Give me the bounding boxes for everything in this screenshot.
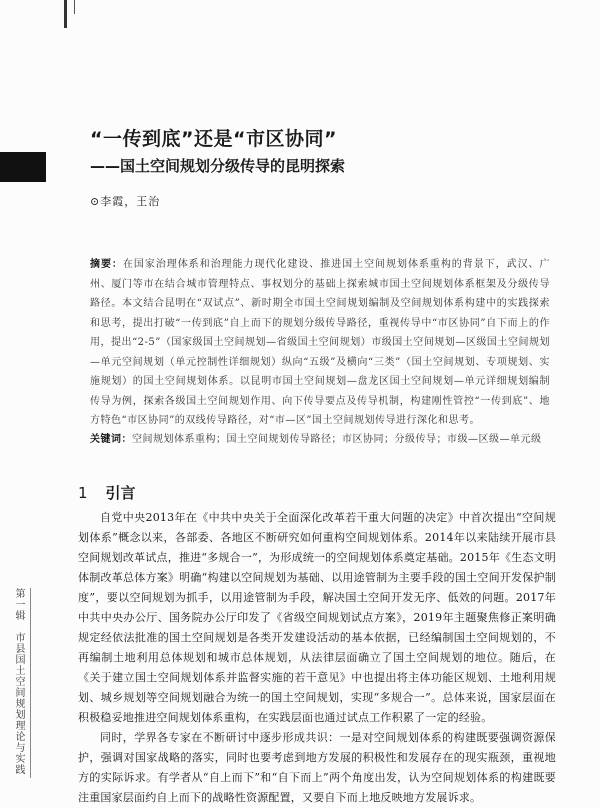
title-accent-bar <box>0 152 46 182</box>
running-sidebar-label: 第一辑 市县国土空间规划理论与实践 <box>13 588 24 775</box>
top-crop-mark-thin <box>74 0 75 14</box>
sidebar-rule <box>30 588 31 778</box>
section-heading <box>78 482 136 503</box>
section-number: 1 <box>78 484 88 502</box>
abstract-label: 摘要： <box>90 259 123 270</box>
body-paragraph: 同时，学界各专家在不断研讨中逐步形成共识：一是对空间规划体系的构建既要强调资源保护，强调对国家战略的落实，同时也要考虑到地方发展的积极性和发展存在的现实瓶颈，重视地方的实际诉求。有学者从“自上而下”和“自下而上”两个角度出发，认为空间规划体系的构建既要注重国家层面约自上而下的战略性资源配置，又要自下而上地反映地方发展诉求。 <box>78 731 556 804</box>
keywords-block <box>90 430 550 450</box>
keywords-label: 关键词： <box>90 434 132 445</box>
body-paragraph: 自党中央2013年在《中共中央关于全面深化改革若干重大问题的决定》中首次提出“空间规划体系”概念以来，各部委、各地区不断研究如何重构空间规划体系。2014年以来陆续开展市县空间规划改革试点，推进“多规合一”，为形成统一的空间规划体系奠定基础。2015年《生态文明体制改革总体方案》明确“构建以空间规划为基础、以用途管制为主要手段的国土空间开发保护制度”，要以空间规划为抓手，以用途管制为手段，解决国土空间开发无序、低效的问题。2017年中共中央办公厅、国务院办公厅印发了《省级空间规划试点方案》，2019年主题聚焦修正案明确规定经依法批准的国土空间规划是各类开发建设活动的基本依据，已经编制国土空间规划的，不再编制土地利用总体规划和城市总体规划，从法律层面确立了国土空间规划的地位。随后，在《关于建立国土空间规划体系并监督实施的若干意见》中也提出将主体功能区规划、土地利用规划、城乡规划等空间规划融合为统一的国土空间规划，实现“多规合一”。总体来说，国家层面在积极稳妥地推进空间规划体系重构，在实践层面也通过试点工作积累了一定的经验。 <box>78 511 556 724</box>
article-title: “一传到底”还是“市区协同” <box>90 128 337 150</box>
abstract-block <box>90 255 550 431</box>
abstract-text: 在国家治理体系和治理能力现代化建设、推进国土空间规划体系重构的背景下，武汉、广州、厦门等市在结合城市管理特点、事权划分的基础上探索城市国土空间规划体系框架及分级传导路径。本文结合昆明在“双试点”、新时期全市国土空间规划编制及空间规划体系构建中的实践探索和思考，提出打破“一传到底”自上而下的规划分级传导路径，重视传导中“市区协同”自下而上的作用，提出“2-5”（国家级国土空间规划—省级国土空间规划）市级国土空间规划—区级国土空间规划—单元空间规划（单元控制性详细规划）纵向“五级”及横向“三类”（国土空间规划、专项规划、实施规划）的国土空间规划体系。以昆明市国土空间规划—盘龙区国土空间规划—单元详细规划编制传导为例，探索各级国土空间规划作用、向下传导要点及传导机制，构建刚性管控“一传到底”、地方特色“市区协同”的双线传导路径，对“市—区”国土空间规划传导进行深化和思考。 <box>90 259 550 426</box>
article-authors: ⊙李霞，王治 <box>90 195 161 208</box>
article-subtitle: ——国土空间规划分级传导的昆明探索 <box>90 157 346 175</box>
top-crop-mark <box>64 0 67 28</box>
keywords-text: 空间规划体系重构；国土空间规划传导路径；市区协同；分级传导；市级—区级—单元级 <box>132 434 542 445</box>
body-text <box>78 508 556 808</box>
section-title: 引言 <box>105 484 136 502</box>
